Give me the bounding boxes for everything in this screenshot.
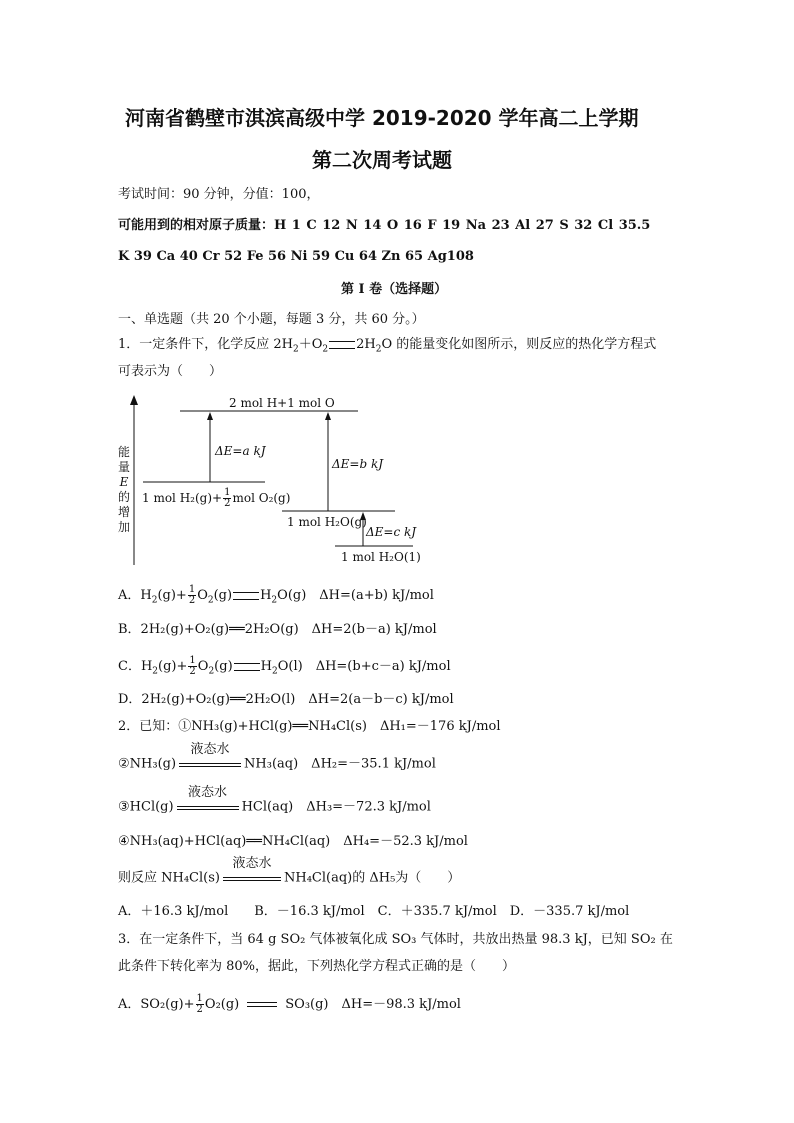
equilibrium-arrow xyxy=(247,1001,277,1009)
fraction-half: $\frac{1}{2}$ xyxy=(188,584,196,606)
q3-line1: 3．在一定条件下，当 64 g SO₂ 气体被氧化成 SO₃ 气体时，共放出热量 98.3 kJ，已知 SO₂ 在 xyxy=(118,932,673,947)
q3-line2: 此条件下转化率为 80%，据此，下列热化学方程式正确的是（ ） xyxy=(118,959,516,974)
q2-line4: ④NH₃(aq)+HCl(aq)══NH₄Cl(aq) ΔH₄=－52.3 kJ/mol xyxy=(118,834,468,849)
section-title: 第 I 卷（选择题） xyxy=(341,282,448,297)
fraction-half: $\frac{1}{2}$ xyxy=(189,655,196,677)
fraction-half: $\frac{1}{2}$ xyxy=(224,487,231,509)
q1-stem-line2: 可表示为（ ） xyxy=(118,364,223,379)
liquid-water-arrow: 液态水 xyxy=(179,756,241,772)
reaction-arrow xyxy=(329,341,355,349)
q1-option-a: A．$H_2(g)+$ $\frac{1}{2}$ $O_2(g)$ $H_2O(g)$ ΔH=(a+b) kJ/mol xyxy=(118,584,434,606)
delta-e-c-label: ΔE=c kJ xyxy=(366,525,417,539)
q2-line2: ②NH₃(g) 液态水 NH₃(aq) ΔH₂=－35.1 kJ/mol xyxy=(118,742,436,772)
q3-option-a: A．SO₂(g)+ $\frac{1}{2}$ O₂(g) SO₃(g) ΔH=－98.3 kJ/mol xyxy=(118,993,461,1015)
q2-line5: 则反应 NH₄Cl(s) 液态水 NH₄Cl(aq)的 ΔH₅为（ ） xyxy=(118,856,461,886)
energy-diagram xyxy=(115,393,421,568)
level-h2o-l-label: 1 mol H₂O(1) xyxy=(341,550,421,564)
exam-info: 考试时间：90 分钟，分值：100， xyxy=(118,187,320,202)
level-left-label: 1 mol H₂(g)+ $\frac{1}{2}$ mol O₂(g) xyxy=(142,487,291,509)
q2-options: A．＋16.3 kJ/mol B．－16.3 kJ/mol C．＋335.7 kJ/mol D．－335.7 kJ/mol xyxy=(118,904,630,919)
page-title: 河南省鹤壁市淇滨高级中学 2019-2020 学年高二上学期 xyxy=(125,106,639,130)
liquid-water-arrow: 液态水 xyxy=(177,799,239,815)
q1-option-d: D．2H₂(g)+O₂(g)══2H₂O(l) ΔH=2(a－b－c) kJ/mol xyxy=(118,692,454,707)
level-h2o-g-label: 1 mol H₂O(g) xyxy=(287,515,367,529)
page-subtitle: 第二次周考试题 xyxy=(312,148,452,172)
delta-e-b-label: ΔE=b kJ xyxy=(332,457,384,471)
atomic-masses-line2: K 39 Ca 40 Cr 52 Fe 56 Ni 59 Cu 64 Zn 65 Ag108 xyxy=(118,249,474,264)
q2-line3: ③HCl(g) 液态水 HCl(aq) ΔH₃=－72.3 kJ/mol xyxy=(118,785,431,815)
axis-label: 能 量 E 的 增 加 xyxy=(117,445,130,534)
q1-stem: 1．一定条件下，化学反应 $2H_2+O_2$ $2H_2O$ 的能量变化如图所示，则反应的热化学方程式 xyxy=(118,337,657,355)
level-top-label: 2 mol H+1 mol O xyxy=(229,396,335,410)
q1-option-c: C．$H_2(g)+$ $\frac{1}{2}$ $O_2(g)$ $H_2O(l)$ ΔH=(b+c－a) kJ/mol xyxy=(118,655,451,677)
delta-e-a-label: ΔE=a kJ xyxy=(215,444,266,458)
liquid-water-arrow: 液态水 xyxy=(223,870,281,886)
part-heading: 一、单选题（共 20 个小题，每题 3 分，共 60 分。） xyxy=(118,312,425,327)
energy-diagram-svg xyxy=(115,393,415,568)
atomic-masses-line1: 可能用到的相对原子质量：H 1 C 12 N 14 O 16 F 19 Na 23 Al 27 S 32 Cl 35.5 xyxy=(118,218,651,233)
q2-line1: 2．已知：①NH₃(g)+HCl(g)══NH₄Cl(s) ΔH₁=－176 kJ/mol xyxy=(118,719,501,734)
reaction-arrow xyxy=(234,663,260,671)
fraction-half: $\frac{1}{2}$ xyxy=(196,993,203,1015)
q1-option-b: B．2H₂(g)+O₂(g)══2H₂O(g) ΔH=2(b－a) kJ/mol xyxy=(118,622,437,637)
reaction-arrow xyxy=(233,592,259,600)
